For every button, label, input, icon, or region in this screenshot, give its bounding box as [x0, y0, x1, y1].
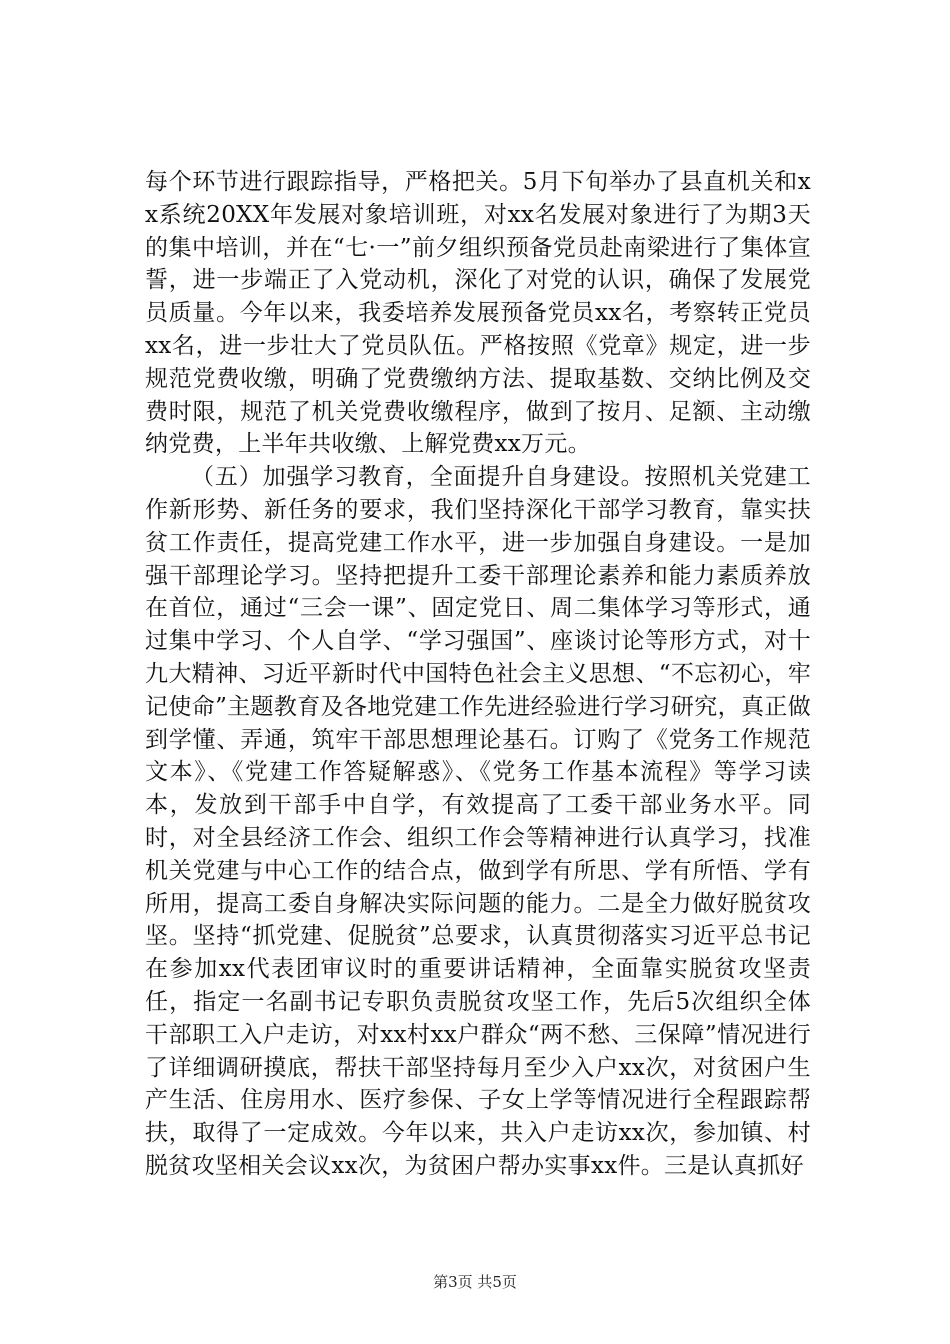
page-number-footer: 第3页 共5页 [433, 1273, 517, 1291]
document-body [145, 166, 811, 1183]
paragraph-study-education: （五）加强学习教育，全面提升自身建设。按照机关党建工作新形势、新任务的要求，我们坚持深化干部学习教育，靠实扶贫工作责任，提高党建工作水平，进一步加强自身建设。一是加强干部理论学习。坚持把提升工委干部理论素养和能力素质养放在首位，通过“三会一课”、固定党日、周二集体学习等形式，通过集中学习、个人自学、“学习强国”、座谈讨论等形方式，对十九大精神、习近平新时代中国特色社会主义思想、“不忘初心，牢记使命”主题教育及各地党建工作先进经验进行学习研究，真正做到学懂、弄通，筑牢干部思想理论基石。订购了《党务工作规范文本》、《党建工作答疑解惑》、《党务工作基本流程》等学习读本，发放到干部手中自学，有效提高了工委干部业务水平。同时，对全县经济工作会、组织工作会等精神进行认真学习，找准机关党建与中心工作的结合点，做到学有所思、学有所悟、学有所用，提高工委自身解决实际问题的能力。二是全力做好脱贫攻坚。坚持“抓党建、促脱贫”总要求，认真贯彻落实习近平总书记在参加xx代表团审议时的重要讲话精神，全面靠实脱贫攻坚责任，指定一名副书记专职负责脱贫攻坚工作，先后5次组织全体干部职工入户走访，对xx村xx户群众“两不愁、三保障”情况进行了详细调研摸底，帮扶干部坚持每月至少入户xx次，对贫困户生产生活、住房用水、医疗参保、子女上学等情况进行全程跟踪帮扶，取得了一定成效。今年以来，共入户走访xx次，参加镇、村脱贫攻坚相关会议xx次，为贫困户帮办实事xx件。三是认真抓好 [145, 464, 811, 1179]
paragraph-party-member-development: 每个环节进行跟踪指导，严格把关。5月下旬举办了县直机关和xx系统20XX年发展对象培训班，对xx名发展对象进行了为期3天的集中培训，并在“七·一”前夕组织预备党员赴南梁进行了集体宣誓，进一步端正了入党动机，深化了对党的认识，确保了发展党员质量。今年以来，我委培养发展预备党员xx名，考察转正党员xx名，进一步壮大了党员队伍。严格按照《党章》规定，进一步规范党费收缴，明确了党费缴纳方法、提取基数、交纳比例及交费时限，规范了机关党费收缴程序，做到了按月、足额、主动缴纳党费，上半年共收缴、上解党费xx万元。 [145, 169, 811, 458]
